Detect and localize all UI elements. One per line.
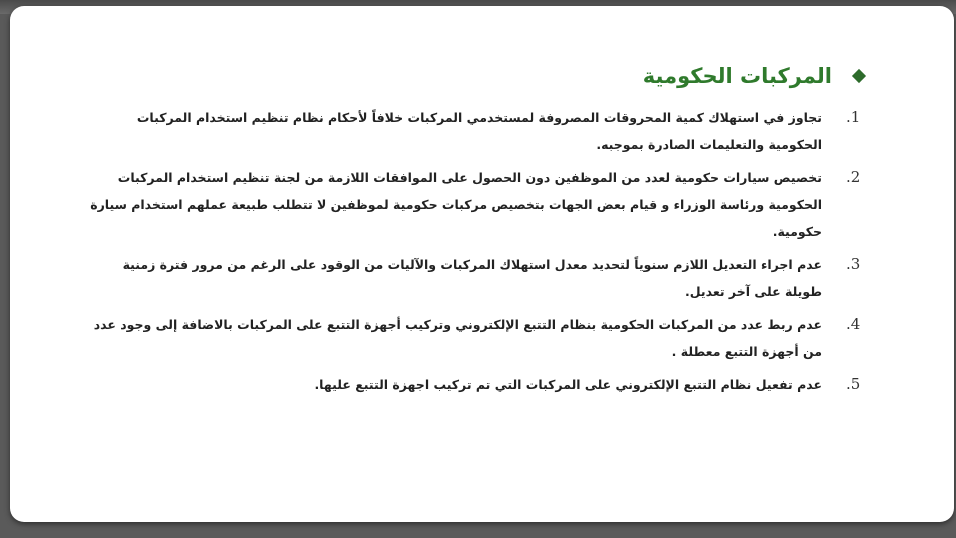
list-item bbox=[88, 371, 868, 398]
item-number: .5 bbox=[846, 375, 861, 393]
item-number: .2 bbox=[846, 168, 861, 186]
item-text: عدم اجراء التعديل اللازم سنوياً لتحديد معدل استهلاك المركبات والآليات من الوقود على الرغم من مرور فترة زمنية طويلة على آخر تعديل. bbox=[122, 257, 822, 299]
item-text: تخصيص سيارات حكومية لعدد من الموظفين دون الحصول على الموافقات اللازمة من لجنة تنظيم استخدام المركبات الحكومية ورئاسة الوزراء و قيام بعض الجهات بتخصيص مركبات حكومية لموظفين لا تتطلب طبيعة عملهم استخدام سيارة حكومية. bbox=[90, 170, 822, 239]
list-item bbox=[88, 311, 868, 365]
document-page bbox=[10, 6, 954, 522]
document-content bbox=[88, 60, 868, 404]
list-item bbox=[88, 164, 868, 245]
section-heading bbox=[88, 60, 868, 92]
diamond-bullet-icon bbox=[852, 69, 866, 83]
item-text: تجاوز في استهلاك كمية المحروقات المصروفة لمستخدمي المركبات خلافاً لأحكام نظام تنظيم استخدام المركبات الحكومية والتعليمات الصادرة بموجبه. bbox=[136, 110, 822, 152]
item-text: عدم تفعيل نظام التتبع الإلكتروني على المركبات التي تم تركيب اجهزة التتبع عليها. bbox=[314, 377, 822, 392]
findings-list bbox=[88, 104, 868, 398]
section-title: المركبات الحكومية bbox=[642, 64, 832, 88]
item-number: .3 bbox=[846, 255, 861, 273]
item-number: .1 bbox=[846, 108, 861, 126]
item-number: .4 bbox=[846, 315, 861, 333]
item-text: عدم ربط عدد من المركبات الحكومية بنظام التتبع الإلكتروني وتركيب أجهزة التتبع على المركبات بالاضافة إلى وجود عدد من أجهزة التتبع معطلة . bbox=[93, 317, 822, 359]
list-item bbox=[88, 104, 868, 158]
list-item bbox=[88, 251, 868, 305]
